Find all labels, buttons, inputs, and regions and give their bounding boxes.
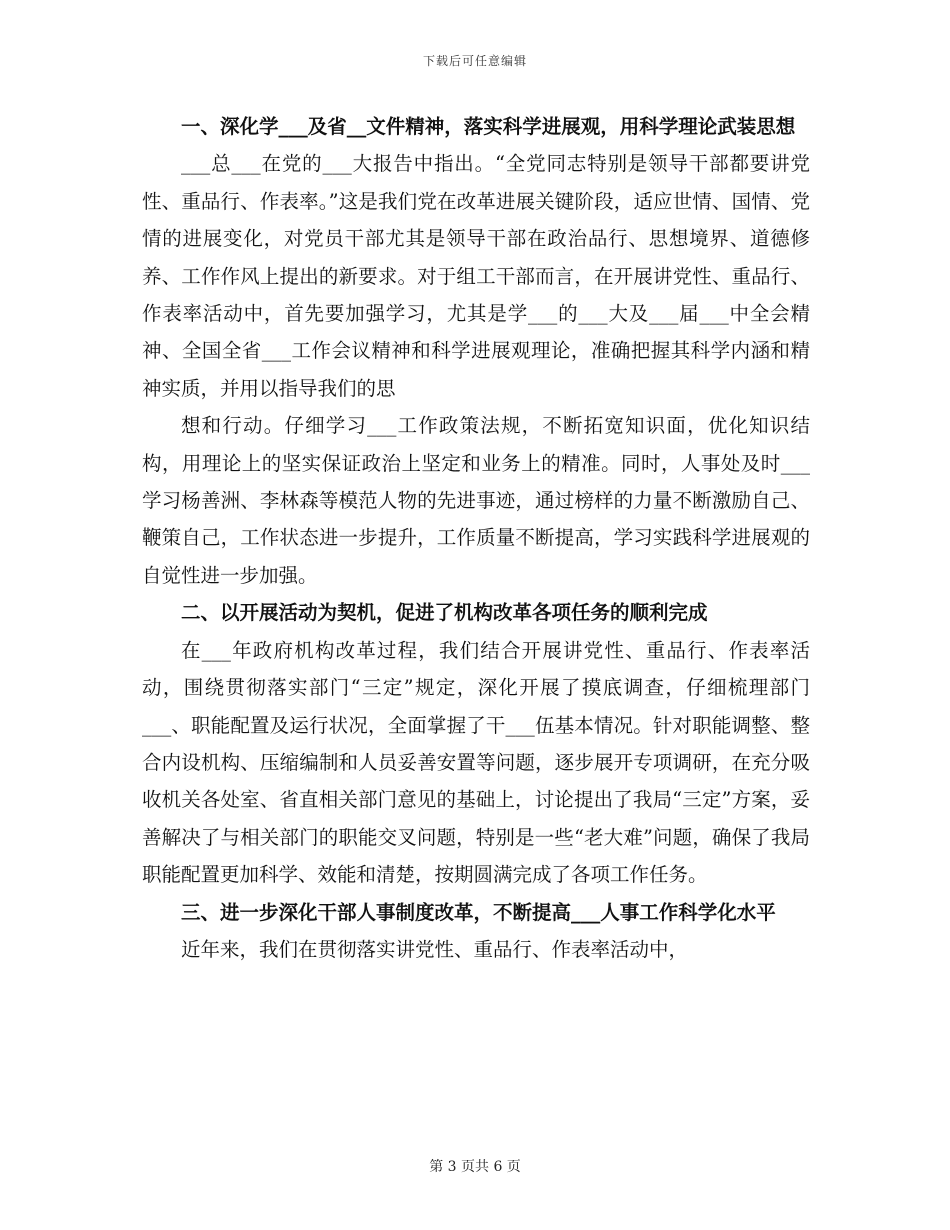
page-header: 下载后可任意编辑 — [422, 54, 527, 68]
body-paragraph-2: 想和行动。仔细学习___工作政策法规，不断拓宽知识面，优化知识结构，用理论上的坚实保证政治上坚定和业务上的精准。同时，人事处及时___学习杨善洲、李林森等模范人物的先进事迹，通过榜样的力量不断激励自己、鞭策自己，工作状态进一步提升，工作质量不断提高，学习实践科学进展观的自觉性进一步加强。 — [142, 414, 810, 587]
body-paragraph-4: 近年来，我们在贯彻落实讲党性、重品行、作表率活动中， — [181, 937, 689, 961]
body-paragraph-3: 在___年政府机构改革过程，我们结合开展讲党性、重品行、作表率活动，围绕贯彻落实部门“三定”规定，深化开展了摸底调查，仔细梳理部门___、职能配置及运行状况，全面掌握了干___伍基本情况。针对职能调整、整合内设机构、压缩编制和人员妥善安置等问题，逐步展开专项调研，在充分吸收机关各处室、省直相关部门意见的基础上，讨论提出了我局“三定”方案，妥善解决了与相关部门的职能交叉问题，特别是一些“老大难”问题，确保了我局职能配置更加科学、效能和清楚，按期圆满完成了各项工作任务。 — [142, 638, 810, 887]
document-body — [142, 108, 810, 968]
page-footer: 第 3 页共 6 页 — [429, 1159, 521, 1175]
body-paragraph-1: ___总___在党的___大报告中指出。“全党同志特别是领导干部都要讲党性、重品行、作表率。”这是我们党在改革进展关键阶段，适应世情、国情、党情的进展变化，对党员干部尤其是领导干部在政治品行、思想境界、道德修养、工作作风上提出的新要求。对于组工干部而言，在开展讲党性、重品行、作表率活动中，首先要加强学习，尤其是学___的___大及___届___中全会精神、全国全省___工作会议精神和科学进展观理论，准确把握其科学内涵和精神实质，并用以指导我们的思 — [142, 152, 810, 400]
section-heading-3: 三、进一步深化干部人事制度改革，不断提高___人事工作科学化水平 — [181, 900, 776, 924]
section-heading-1: 一、深化学___及省__文件精神，落实科学进展观，用科学理论武装思想 — [181, 115, 796, 138]
section-heading-2: 二、以开展活动为契机，促进了机构改革各项任务的顺利完成 — [181, 601, 708, 625]
